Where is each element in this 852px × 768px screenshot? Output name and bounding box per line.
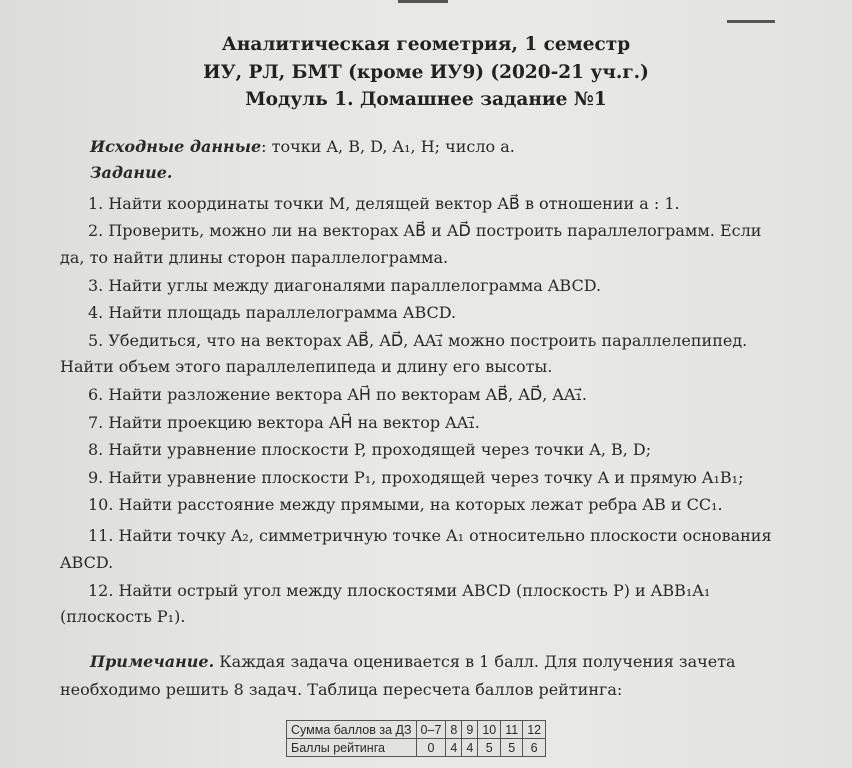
course-title: Аналитическая геометрия, 1 семестр xyxy=(221,34,631,55)
task-12-cont: (плоскость P₁). xyxy=(60,607,186,626)
task-1: 1. Найти координаты точки M, делящей вектор AB⃗ в отношении a : 1. xyxy=(88,194,680,213)
rating-table xyxy=(286,720,546,757)
task-2-cont: да, то найти длины сторон параллелограмма. xyxy=(60,248,449,267)
table-cell: 0–7 xyxy=(416,721,446,739)
table-cell: 8 xyxy=(446,721,462,739)
table-cell: 9 xyxy=(462,721,478,739)
task-label: Задание. xyxy=(90,163,173,182)
task-12: 12. Найти острый угол между плоскостями ABCD (плоскость P) и ABB₁A₁ xyxy=(88,581,711,600)
task-5-cont: Найти объем этого параллелепипеда и длину его высоты. xyxy=(60,357,553,376)
task-10: 10. Найти расстояние между прямыми, на которых лежат ребра AB и CC₁. xyxy=(88,495,723,514)
table-cell: 4 xyxy=(446,739,462,757)
note-text: Каждая задача оценивается в 1 балл. Для получения зачета xyxy=(214,652,736,671)
table-cell: 11 xyxy=(501,721,523,739)
table-row xyxy=(287,739,546,757)
note xyxy=(90,652,736,671)
module-title: Модуль 1. Домашнее задание №1 xyxy=(245,89,607,110)
given-text: : точки A, B, D, A₁, H; число a. xyxy=(261,137,515,156)
task-4: 4. Найти площадь параллелограмма ABCD. xyxy=(88,303,457,322)
table-cell: 0 xyxy=(416,739,446,757)
note-label: Примечание. xyxy=(90,652,215,671)
task-2: 2. Проверить, можно ли на векторах AB⃗ и AD⃗ построить параллелограмм. Если xyxy=(88,221,762,240)
table-cell: 10 xyxy=(478,721,501,739)
task-9: 9. Найти уравнение плоскости P₁, проходящей через точку A и прямую A₁B₁; xyxy=(88,468,744,487)
page-edge-mark xyxy=(727,20,775,23)
table-cell: Сумма баллов за ДЗ xyxy=(287,721,417,739)
given-data xyxy=(90,137,515,156)
note-cont: необходимо решить 8 задач. Таблица пересчета баллов рейтинга: xyxy=(60,680,623,699)
given-label: Исходные данные xyxy=(90,137,262,156)
table-cell: 4 xyxy=(462,739,478,757)
task-11: 11. Найти точку A₂, симметричную точке A₁ относительно плоскости основания xyxy=(88,526,772,545)
task-8: 8. Найти уравнение плоскости P, проходящей через точки A, B, D; xyxy=(88,440,652,459)
task-3: 3. Найти углы между диагоналями параллелограмма ABCD. xyxy=(88,276,602,295)
table-row xyxy=(287,721,546,739)
page-edge-mark xyxy=(398,0,448,3)
table-cell: 5 xyxy=(501,739,523,757)
table-cell: Баллы рейтинга xyxy=(287,739,417,757)
task-6: 6. Найти разложение вектора AH⃗ по векторам AB⃗, AD⃗, AA₁⃗. xyxy=(88,385,587,404)
table-cell: 12 xyxy=(523,721,546,739)
table-cell: 6 xyxy=(523,739,546,757)
table-cell: 5 xyxy=(478,739,501,757)
task-5: 5. Убедиться, что на векторах AB⃗, AD⃗, AA₁⃗ можно построить параллелепипед. xyxy=(88,331,748,350)
groups-title: ИУ, РЛ, БМТ (кроме ИУ9) (2020-21 уч.г.) xyxy=(203,62,649,83)
task-7: 7. Найти проекцию вектора AH⃗ на вектор AA₁⃗. xyxy=(88,413,480,432)
task-11-cont: ABCD. xyxy=(60,553,114,572)
